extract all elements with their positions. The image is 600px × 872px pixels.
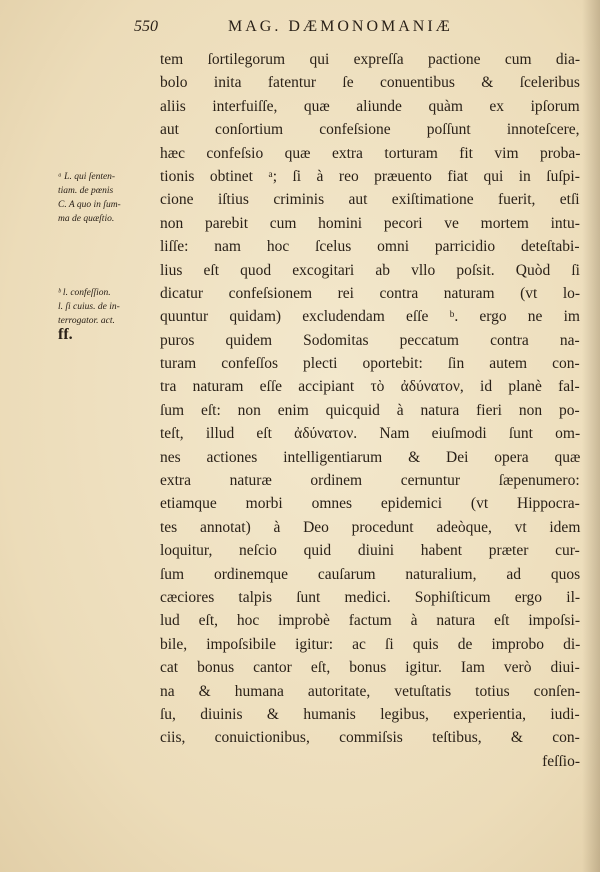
text-line: bile, impoſsibile igitur: ac ſi quis de improbo di- [160,635,581,653]
text-line: na & humana autoritate, vetuſtatis totius conſen- [160,682,581,700]
margin-note-line: ff. [58,326,73,343]
text-line: bolo inita fatentur ſe conuentibus & ſceleribus [160,74,580,92]
text-line: ſum eſt: non enim quicquid à natura fieri non po- [160,401,580,419]
text-line: tionis obtinet ᵃ; ſi à reo præuento fiat qui in ſuſpi- [160,167,580,185]
text-line: turam confeſſos plecti oportebit: ſin autem con- [160,355,580,373]
text-line: lius eſt quod excogitari ab vllo poſsit. Quòd ſi [160,261,580,279]
catchword: feſſio- [542,752,580,770]
margin-note-line: C. A quo in ſum- [58,200,121,210]
text-line: nes actiones intelligentiarum & Dei opera quæ [160,448,581,466]
text-line: hæc confeſsio quæ extra torturam fit vim proba- [160,144,581,162]
margin-note-line: ᵇ l. confeſſion. [58,288,111,298]
text-line: tra naturam eſſe accipiant τὸ ἀδύνατον, id planè fal- [160,378,580,396]
text-line: tem ſortilegorum qui expreſſa pactione cum dia- [160,51,580,68]
margin-note [58,286,158,342]
margin-note-line: ᵃ L. qui ſenten- [58,172,116,182]
text-line: liſſe: nam hoc ſcelus omni parricidio deteſtabi- [160,238,580,256]
margin-note-line: ma de quæſtio. [58,214,115,224]
text-line: ciis, conuictionibus, commiſsis teſtibus, & con- [160,729,580,747]
text-line: cæciores talpis ſunt medici. Sophiſticum ergo il- [160,588,581,606]
text-line: cione iſtius criminis aut exiſtimatione fuerit, etſi [160,191,580,209]
text-line: extra naturæ ordinem cernuntur ſæpenumero: [160,472,580,490]
margin-note-line: terrogator. act. [58,316,115,326]
main-text [160,48,580,773]
text-line: etiamque morbi omnes epidemici (vt Hippocra- [160,495,580,513]
text-line: puros quidem Sodomitas peccatum contra na- [160,331,580,349]
margin-note-line: tiam. de pœnis [58,186,114,196]
text-line: lud eſt, hoc improbè factum à natura eſt impoſsi- [160,612,581,630]
text-line: non parebit cum homini pecori ve mortem intu- [160,214,580,232]
text-line: cat bonus cantor eſt, bonus igitur. Iam verò diui- [160,659,580,677]
text-line: teſt, illud eſt ἀδύνατον. Nam eiuſmodi ſunt om- [160,425,581,443]
page-number: 550 [134,18,158,35]
text-line: ſum ordinemque cauſarum naturalium, ad quos [160,565,581,583]
text-line: dicatur confeſsionem rei contra naturam (vt lo- [160,284,581,302]
text-line: quuntur quidam) excludendam eſſe ᵇ. ergo ne im [160,308,580,326]
text-line: aut conſortium confeſsione poſſunt innoteſcere, [160,121,580,139]
running-head: MAG. DÆMONOMANIÆ [228,18,453,35]
margin-note-line: l. ſi cuius. de in- [58,302,120,312]
page-edge-shadow [582,0,600,872]
text-line: tes annotat) à Deo procedunt adeòque, vt idem [160,518,581,536]
text-line: loquitur, neſcio quid diuini habent præter cur- [160,542,580,560]
text-line: aliis interfuiſſe, quæ aliunde quàm ex ipſorum [160,97,580,115]
margin-note [58,170,158,226]
text-line: ſu, diuinis & humanis legibus, experientia, iudi- [160,705,580,723]
margin-notes [58,170,158,402]
